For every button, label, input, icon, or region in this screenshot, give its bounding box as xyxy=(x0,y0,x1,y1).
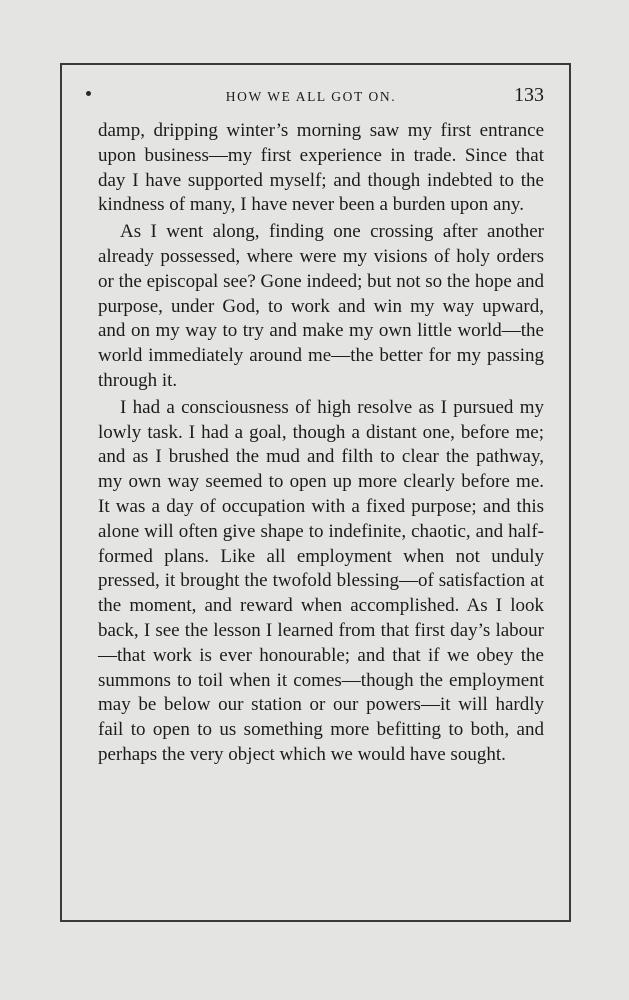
paragraph-crossing: As I went along, finding one crossing after another already possessed, where were my visions of holy orders or the episcopal see? Gone indeed; but not so the hope and purpose, under God, to work and win my way upward, and on my way to try and make my own little world—the world immediately around me—the better for my passing through it. xyxy=(98,221,544,391)
running-header xyxy=(78,86,544,110)
paragraph-resolve: I had a consciousness of high resolve as I pursued my lowly task. I had a goal, though a distant one, before me; and as I brushed the mud and filth to clear the pathway, my own way seemed to open up more clearly before me. It was a day of occupation with a fixed purpose; and this alone will often give shape to indefinite, chaotic, and half-formed plans. Like all employment when not unduly pressed, it brought the twofold blessing—of satisfaction at the moment, and reward when accomplished. As I look back, I see the lesson I learned from that first day’s labour—that work is ever honourable; and that if we obey the summons to toil when it comes—though the employment may be below our station or our powers—it will hardly fail to open to us something more befitting to both, and perhaps the very object which we would have sought. xyxy=(98,396,544,765)
running-title: HOW WE ALL GOT ON. xyxy=(225,89,397,104)
paragraph-continuation: damp, dripping winter’s morning saw my first entrance upon business—my first experience in trade. Since that day I have supported myself; and though indebted to the kindness of many, I have never been a burden upon any. xyxy=(98,120,544,216)
page-number: 133 xyxy=(514,84,544,106)
body-text xyxy=(98,119,544,768)
